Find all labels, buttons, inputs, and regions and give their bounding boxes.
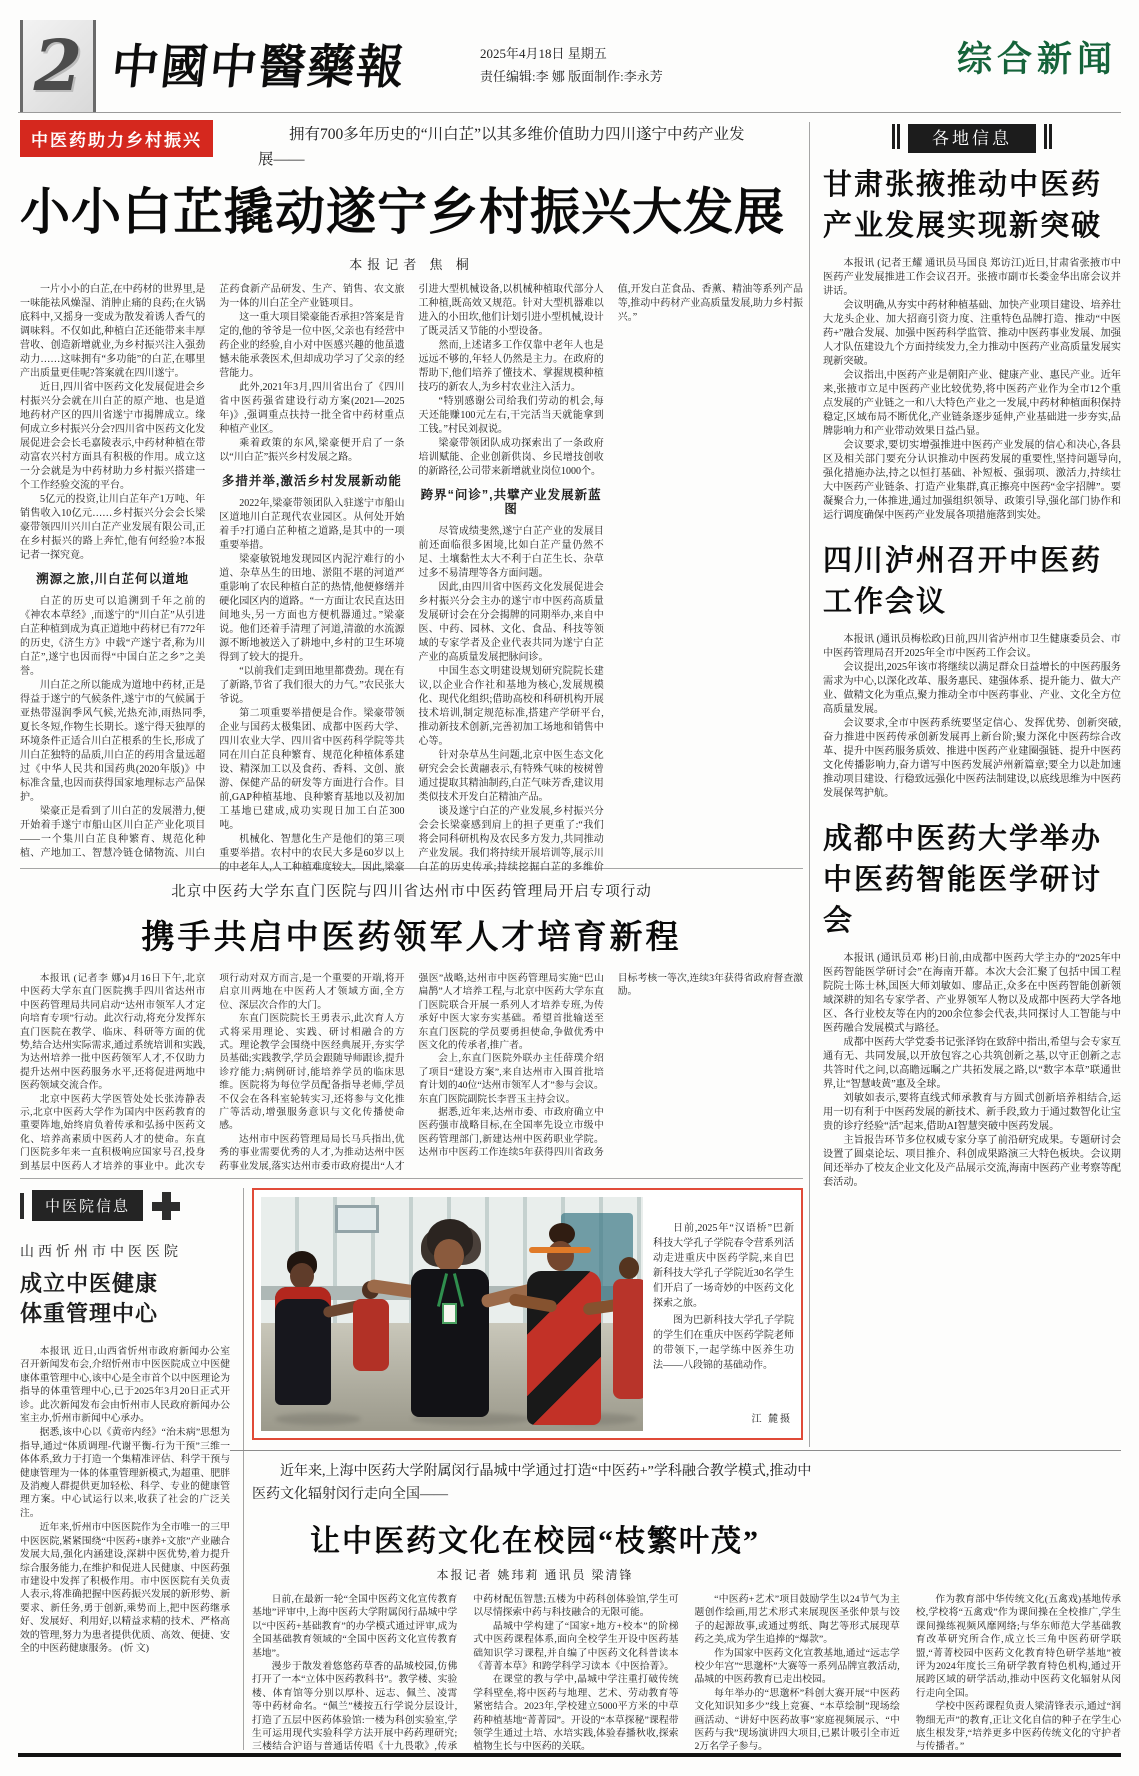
body-paragraph: 图为巴新科技大学孔子学院的学生们在重庆中医药学院老师的带领下,一起学练中医养生功法——八段锦的基础动作。 [653, 1315, 794, 1371]
body-paragraph: 会议要求,全市中医药系统要坚定信心、发挥优势、创新突破,奋力推进中医药传承创新发展再上新台阶;聚力深化中医药综合改革、提升中医药服务质效、推进中医药产业建圈强链、提升中医药文化传播影响力,奋力谱写中医药发展泸州新篇章;要全力以赴加速推动项目建设、行稳致远强化中医药法制建设,以底线思维为中医药发展保驾护航。 [823, 718, 1121, 799]
body-paragraph: 本报讯 (记者李 娜)4月16日下午,北京中医药大学东直门医院携手四川省达州市中医药管理局共同启动“达州市领军人才定向培育专项”行动。此次行动,将充分发挥东直门医院在教学、临床、科研等方面的优势,结合达州实际需求,通过系统培训和实践,为达州培养一批中医药领军人才,不仅助力提升达州中医药服务水平,还将促进两地中医药领域交流合作。 [20, 973, 206, 1092]
body-paragraph: 据悉,近年来,达州市委、市政府确立中医药强市战略目标,在全国率先设立市级中医药管理部门,新建达州中医药职业学院。达州市中医药工作连续5年获得四川省政务目标考核一等次,连续3年获得省政府督查激励。 [418, 973, 803, 1159]
body-paragraph: 近日,四川省中医药文化发展促进会乡村振兴分会就在川白芷的原产地、也是道地药材产区的四川省遂宁市揭牌成立。缘何成立乡村振兴分会?四川省中医药文化发展促进会会长毛嘉陵表示,中药材种植在带动富农兴村方面具有积极的作用。成立这一分会就是为中药材助力乡村振兴搭建一个工作经验交流的平台。 [20, 381, 206, 491]
hospital-info-box [20, 1190, 230, 1656]
body-paragraph: 白芷的历史可以追溯到千年之前的《神农本草经》,而遂宁的“川白芷”从引进白芷种植到成为真正道地中药材已有772年的历史,《济生方》中载“产遂宁者,称为川白芷”,遂宁也因而得“中国白芷之乡”之美誉。 [20, 595, 206, 677]
article-body [20, 283, 803, 877]
basketball-hoop [335, 1205, 379, 1233]
article-headline: 让中医药文化在校园“枝繁叶茂” [310, 1525, 760, 1558]
headline-line-1: 成立中医健康 [20, 1271, 159, 1296]
body-paragraph: 会议明确,从夯实中药材种植基础、加快产业项目建设、培养壮大龙头企业、加大招商引资力度、注重特色品牌打造、推动“中医药+”融合发展、加强中医药科学监管、推动中医药事业发展、加强人才队伍建设九个方面持续发力,全力推动中医药产业高质量发展实现新突破。 [823, 300, 1121, 367]
article-byline: 本报记者 姚玮莉 通讯员 梁清锋 [436, 1568, 634, 1582]
body-paragraph: 刘敏如表示,要将直线式师承教育与方圆式创新培养相结合,运用一切有利于中医药发展的新技术、新手段,致力于通过数智化让宝贵的诊疗经验“活”起来,借助AI智慧突破中医药发展。 [823, 1093, 1121, 1132]
body-paragraph: 中国生态文明建设规划研究院院长建议,以企业合作社和基地为核心,发展规模化、现代化组织;借助高校和科研机构开展技术培训,制定规范标准,搭建产学研平台,推动新技术创新,完善初加工场地和销售中心等。 [418, 665, 604, 747]
body-paragraph: 针对杂草丛生问题,北京中医生态文化研究会会长黄翮表示,有特殊气味的桉树曾通过提取其精油制药,白芷气味芳香,建议用类似技术开发白芷精油产品。 [418, 749, 604, 803]
body-paragraph: 本报讯 (通讯员梅松政)日前,四川省泸州市卫生健康委员会、市中医药管理局召开2025年全市中医药工作会议。 [823, 634, 1121, 659]
article-kicker: 山西忻州市中医医院 [20, 1245, 182, 1260]
news-photo [261, 1197, 643, 1431]
body-paragraph: 会议提出,2025年该市将继续以满足群众日益增长的中医药服务需求为中心,以深化改革、服务惠民、建强体系、提升能力、做大产业、做精文化为重点,聚力推动全市中医药事业、产业、文化全方位高质量发展。 [823, 662, 1121, 715]
photo-credit: 江 麓摄 [751, 1414, 792, 1425]
body-paragraph: 本报讯 (记者王耀 通讯员马国良 郑访江)近日,甘肃省张掖市中医药产业发展推进工作会议召开。张掖市副市长娄金华出席会议并讲话。 [823, 258, 1121, 297]
body-paragraph: 北京中医药大学医管处处长张涛静表示,北京中医药大学作为国内中医药教育的重要阵地,始终肩负着传承和弘扬中医药文化、培养高素质中医药人才的使命。东直门医院多年来一直积极响应国家号召,投身到基层中医药人才培养的事业中。此次专项行动对双方而言,是一个重要的开端,将开启京川两地在中医药人才领域方面,全方位、深层次合作的大门。 [20, 973, 405, 1172]
article-body [20, 972, 803, 1178]
body-paragraph: 本报讯 近日,山西省忻州市政府新闻办公室召开新闻发布会,介绍忻州市中医医院成立中医健康体重管理中心,该中心是全市首个以中医理论为指导的体重管理中心,已于2025年3月20日正式开诊。此次新闻发布会由忻州市人民政府新闻办公室主办,忻州市新闻中心承办。 [20, 1346, 230, 1425]
body-paragraph: 这一重大项目梁豪能否承担?答案是肯定的,他的爷爷是一位中医,父亲也有经营中药企业的经验,自小对中医感兴趣的他虽遗憾未能承袭医术,但却成功学习了父亲的经营能力。 [219, 311, 405, 379]
body-paragraph: 然而,上述诸多工作仅靠中老年人也是远远不够的,年轻人仍然是主力。在政府的帮助下,他们培养了懂技术、掌握规模种植技巧的新农人,为乡村农业注入活力。 [418, 339, 604, 393]
article-kicker: 拥有700多年历史的“川白芷”以其多维价值助力四川遂宁中药产业发展—— [258, 126, 745, 168]
body-paragraph: 日前,2025年“汉语桥”巴新科技大学孔子学院春令营系列活动走进重庆中医药学院,来自巴新科技大学孔子学院近30名学生们开启了一场奇妙的中医药文化探索之旅。 [653, 1223, 794, 1309]
sidebar-badge-label: 各地信息 [908, 124, 1036, 153]
body-paragraph: 主旨报告环节多位权威专家分享了前沿研究成果。专题研讨会设置了圆桌论坛、项目推介、科创成果路演三大特色板块。会议期间还举办了校友企业文化及产品展示交流,海南中医药产业考察等配套活动。 [823, 1135, 1121, 1188]
article-body [20, 1345, 230, 1655]
page-number: 2 [33, 24, 83, 107]
sidebar-article-luzhou [823, 541, 1121, 801]
article-byline: 本报记者 焦 桐 [349, 256, 474, 272]
article-headline: 携手共启中医药领军人才培育新程 [141, 920, 682, 956]
page-number-box [20, 20, 96, 112]
sidebar-local-news [823, 124, 1121, 1446]
sidebar-article-chengdu [823, 819, 1121, 1190]
body-paragraph: 漫步于散发着悠悠药草香的晶城校园,仿佛打开了一本“立体中医药教科书”。教学楼、实验楼、体育馆等分别以厚朴、远志、佩兰、凌霄等中药材命名。“佩兰”楼按五行学说分层设计,打造了五层中医药体验馆:一楼为科创实验室,学生可运用现代实验科学方法开展中药药理研究;三楼结合沪语与普通话传唱《十九畏歌》,传承中药材配伍智慧;五楼为中药科创体验馆,学生可以尽情探索中药与科技融合的无限可能。 [252, 1594, 679, 1753]
body-paragraph: 梁豪正是看到了川白芷的发展潜力,便开始着手遂宁市船山区川白芷产业化项目——一个集川白芷良种繁育、规范化种植、产地加工、智慧冷链仓储物流、川白芷药食新产品研发、生产、销售、农文旅为一体的川白芷全产业链项目。 [20, 283, 405, 859]
horizontal-divider [230, 1450, 1121, 1451]
body-paragraph: 东直门医院院长王勇表示,此次育人方式将采用理论、实践、研讨相融合的方式。理论教学会围绕中医经典展开,夯实学员基础;实践教学,学员会跟随导师跟诊,提升诊疗能力;病例研讨,能培养学员的临床思维。医院将为每位学员配备指导老师,学员不仅会在各科室轮转实习,还将参与文化推广等活动,增强服务意识与文化传播使命感。 [219, 1013, 405, 1132]
section-title: 综合新闻 [956, 39, 1117, 80]
body-paragraph: 因此,由四川省中医药文化发展促进会乡村振兴分会主办的遂宁市中医药高质量发展研讨会在分会揭牌的同期举办,来自中医、中药、园林、文化、食品、科技等领域的专家学者及企业代表共同为遂宁白芷产业的高质量发展把脉问诊。 [418, 581, 604, 663]
body-paragraph: 机械化、智慧化生产是他们的第三项重要举措。农村中的农民大多是60岁以上的中老年人,人工种植难度较大。因此,梁豪引进大型机械设备,以机械种植取代部分人工种植,既高效又规范。针对大型机器难以进入的小田坎,他们计划引进小型机械,设计了既灵活又节能的小型设备。 [219, 283, 604, 873]
body-paragraph: 2022年,梁豪带领团队入驻遂宁市船山区道地川白芷现代农业园区。从何处开始着手?打通白芷种植之道路,是其中的一项重要举措。 [219, 497, 405, 551]
body-paragraph: 会议指出,中医药产业是朝阳产业、健康产业、惠民产业。近年来,张掖市立足中医药产业比较优势,将中医药产业作为全市12个重点发展的产业链之一和八大特色产业之一发展,中药材种植面积保持稳定,区域布局不断优化,产业链条逐步延伸,产业基础进一步夯实,品牌影响力和产业带动效果日益凸显。 [823, 370, 1121, 437]
article-body [252, 1593, 1121, 1765]
horizontal-divider [20, 1178, 803, 1179]
sidebar-badge [892, 124, 1052, 149]
article-headline: 四川泸州召开中医药工作会议 [823, 545, 1103, 618]
body-paragraph: 学校中医药课程负责人梁清锋表示,通过“润物细无声”的教育,正让文化自信的种子在学生心底生根发芽,“培养更多中医药传统文化的守护者与传播者。” [915, 1701, 1121, 1753]
article-body [823, 257, 1121, 523]
article-baizhi [20, 120, 803, 877]
body-paragraph: 尽管成绩斐然,遂宁白芷产业的发展目前还面临很多困境,比如白芷产量仍然不足、土壤黏性太大不利于白芷生长、杂草过多不易清理等各方面问题。 [418, 525, 604, 579]
medical-cross-icon [151, 1191, 181, 1221]
photo-box [252, 1188, 803, 1440]
body-paragraph: 本报讯 (通讯员邓 彬)日前,由成都中医药大学主办的“2025年中医药智能医学研讨会”在海南开幕。本次大会汇聚了包括中国工程院院士陈士林,国医大师刘敏如、廖品正,众多在中医药智能创新领域深耕的知名专家学者、产业界领军人物以及成都中医药大学各地区、各行业校友等在内的200余位参会代表,共同探讨人工智能与中医药融合发展模式与路径。 [823, 953, 1121, 1034]
header-meta [480, 42, 663, 88]
editors-line: 责任编辑:李 娜 版面制作:李永芳 [480, 69, 663, 84]
body-paragraph: 日前,在最新一轮“全国中医药文化宣传教育基地”评审中,上海中医药大学附属闵行晶城中学以“中医药+基础教育”的办学模式通过评审,成为全国基础教育领域的“全国中医药文化宣传教育基地”。 [252, 1594, 458, 1659]
body-paragraph: 第二项重要举措便是合作。梁豪带领企业与国药太极集团、成都中医药大学、四川农业大学、四川省中医药科学院等共同在川白芷良种繁育、规范化种植体系建设、精深加工以及食药、香料、文创、旅游、保健产品的研发等方面进行合作。目前,GAP种植基地、良种繁育基地以及初加工基地已建成,成功实现日加工白芷300吨。 [219, 707, 405, 831]
body-paragraph: 乘着政策的东风,梁豪便开启了一条以“川白芷”振兴乡村发展之路。 [219, 437, 405, 463]
body-paragraph: 据悉,该中心以《黄帝内经》“治未病”思想为指导,通过“体质调理-代谢平衡-行为干预”三维一体体系,致力于打造一个集精准评估、科学干预与健康管理为一体的体重管理新模式,为超重、肥胖及消瘦人群提供更加轻松、科学、专业的健康管理方案。中心试运行以来,收获了社会的广泛关注。 [20, 1427, 230, 1519]
body-paragraph: “特别感谢公司给我们劳动的机会,每天还能赚100元左右,干完活当天就能拿到工钱。”村民刘叔说。 [418, 395, 604, 435]
body-paragraph: “中医药+艺术”项目鼓励学生以24节气为主题创作绘画,用艺术形式来展现医圣张仲景与饺子的起源故事,或通过剪纸、陶艺等形式展现草药之美,成为学生追捧的“爆款”。 [694, 1594, 900, 1646]
body-paragraph: 作为教育部中华传统文化(五禽戏)基地传承校,学校将“五禽戏”作为课间操在全校推广,学生课间操练视频风靡网络;与华东师范大学基础教育改革研究所合作,成立长三角中医药研学联盟,“菁菁校园中医药文化教育特色研学基地”被评为2024年度长三角研学教育特色机构,通过开展跨区域的研学活动,推动中医药文化辐射从闵行走向全国。 [915, 1594, 1121, 1699]
body-paragraph: 梁豪带领团队成功探索出了一条政府培训赋能、企业创新供岗、乡民增技创收的新路径,公司带来新增就业岗位1000个。 [418, 437, 604, 477]
article-headline: 成都中医药大学举办中医药智能医学研讨会 [823, 823, 1103, 937]
article-headline: 小小白芷撬动遂宁乡村振兴大发展 [20, 183, 785, 241]
vertical-divider [809, 122, 810, 1447]
issue-date: 2025年4月18日 星期五 [480, 46, 607, 61]
article-campus-culture [252, 1460, 1121, 1765]
hospital-badge-label: 中医院信息 [32, 1190, 143, 1221]
body-paragraph: 作为国家中医药文化宣教基地,通过“远志学校少年宫”“思邈杯”大赛等一系列品牌宣教活动,晶城的中医药教育已走出校园。 [694, 1647, 900, 1686]
photo-caption [653, 1197, 794, 1431]
figure-shadow [275, 1413, 361, 1425]
sidebar-article-zhangye [823, 165, 1121, 523]
caption-text [653, 1221, 794, 1373]
body-paragraph: 在课堂的教与学中,晶城中学注重打破传统学科壁垒,将中医药与地理、艺术、劳动教育等紧密结合。2023年,学校建立5000平方米的中草药种植基地“菁菁园”。开设的“本草探秘”课程带领学生通过土培、水培实践,体验春播秋收,探索植物生长与中医药的关联。 [473, 1674, 679, 1753]
badge-bar [20, 1193, 24, 1219]
body-paragraph: 川白芷之所以能成为道地中药材,正是得益于遂宁的气候条件,遂宁市的气候属于亚热带湿润季风气候,光热充沛,雨热同季,夏长冬短,作物生长期长。遂宁得天独厚的环境条件正适合川白芷根系的生长,形成了川白芷独特的品质,川白芷的药用含量远超过《中华人民共和国药典(2020年版)》中标准含量,也因而获得国家地理标志产品保护。 [20, 679, 206, 803]
article-headline [20, 1269, 230, 1329]
body-paragraph: 近年来,忻州市中医医院作为全市唯一的三甲中医医院,紧紧围绕“中医药+康养+文旅”产业融合发展大局,强化内涵建设,深耕中医优势,着力提升综合服务能力,在维护和促进人民健康、中医药强市建设中发挥了积极作用。市中医医院有关负责人表示,将准确把握中医药振兴发展的新形势、新要求、新任务,勇于创新,乘势而上,把中医药继承好、发展好、利用好,以精益求精的技术、严格高效的管理,努力为患者提供优质、高效、便捷、安全的中医药健康服务。 (忻 文) [20, 1522, 230, 1654]
topic-badge: 中医药助力乡村振兴 [20, 120, 213, 157]
body-paragraph: 成都中医药大学党委书记张泽钧在致辞中指出,希望与会专家互通有无、共同发展,以开放包容之心共筑创新之基,以守正创新之志共答时代之问,以高瞻远瞩之广共拓发展之路,以“数字本草”联通世界,让“智慧岐黄”惠及全球。 [823, 1037, 1121, 1090]
body-paragraph: 会上,东直门医院外联办主任薛璞介绍了项目“建设方案”,来自达州市入围首批培育计划的40位“达州市领军人才”参与会议。东直门医院副院长李晋玉主持会议。 [418, 1053, 604, 1105]
article-talent-training [20, 880, 803, 1178]
column-subhead: 多措并举,激活乡村发展新动能 [221, 473, 402, 488]
body-paragraph: “以前我们走到田地里都费劲。现在有了新路,节省了我们很大的力气。”农民张大爷说。 [219, 665, 405, 705]
article-kicker: 近年来,上海中医药大学附属闵行晶城中学通过打造“中医药+”学科融合教学模式,推动中医药文化辐射闵行走向全国—— [252, 1464, 812, 1502]
body-paragraph: 达州市中医药管理局局长马兵指出,优秀的事业需要优秀的人才,为推动达州中医药事业发展,落实达州市委市政府提出“人才强医”战略,达州市中医药管理局实施“巴山扁鹊”人才培养工程,与北京中医药大学东直门医院联合开展一系列人才培养专班,为传承好中医大家夯实基础。希望首批输送至东直门医院的学员要勇担使命,争做优秀中医文化的传承者,推广者。 [219, 973, 604, 1172]
headline-line-2: 体重管理中心 [20, 1301, 159, 1326]
header-rule [18, 112, 1121, 113]
body-paragraph: 梁豪敏锐地发现园区内泥泞难行的小道、杂草丛生的田地、淤阻不堪的河道严重影响了农民种植白芷的热情,他便修缮并硬化园区内的道路。“一方面让农民直达田间地头,另一方面也方便机器通过。”梁豪说。他们还着手清理了河道,清澈的水流源源不断地被送入了耕地中,乡村的卫生环境得到了较大的提升。 [219, 553, 405, 663]
article-body [823, 633, 1121, 801]
body-paragraph: 一片小小的白芷,在中药材的世界里,是一味能祛风燥湿、消肿止痛的良药;在火锅底料中,又摇身一变成为散发着诱人香气的调味料。不仅如此,种植白芷还能带来丰厚营收、创造新增就业,为乡村振兴注入强劲动力……这味拥有“多功能”的白芷,在哪里产出质量更佳呢?答案就在四川遂宁。 [20, 283, 206, 379]
body-paragraph: 每年举办的“思邈杯”科创大赛开展“中医药文化知识知多少”线上竞赛、“本草绘制”现场绘画活动、“讲好中医药故事”家庭视频展示、“中医药与我”现场演讲四大项目,已累计吸引全市近2万名学子参与。 [694, 1687, 900, 1753]
column-subhead: 跨界“问诊”,共擘产业发展新蓝图 [420, 487, 602, 516]
article-headline: 甘肃张掖推动中医药产业发展实现新突破 [823, 169, 1103, 242]
article-body [823, 952, 1121, 1190]
body-paragraph: 晶城中学构建了“国家+地方+校本”的阶梯式中医药课程体系,面向全校学生开设中医药基础知识学习课程,并自编了中医药文化科普读本《菁菁本草》和跨学科学习读本《中医拾菁》。 [473, 1620, 679, 1673]
body-paragraph: 此外,2021年3月,四川省出台了《四川省中医药强省建设行动方案(2021—2025年)》,强调重点扶持一批全省中药材重点种植产业区。 [219, 381, 405, 435]
body-paragraph: 谈及遂宁白芷的产业发展,乡村振兴分会会长梁豪感到肩上的担子更重了:“我们将会同科研机构及农民多方发力,共同推动产业发展。我们将持续开展培训等,展示川白芷的历史传承;持续挖掘白芷的多维价值,开发白芷食品、香薰、精油等系列产品等,推动中药材产业高质量发展,助力乡村振兴。” [418, 283, 803, 873]
body-paragraph: 会议要求,要切实增强推进中医药产业发展的信心和决心,各县区及相关部门要充分认识推动中医药发展的重要性,坚持问题导向,强化措施办法,持之以恒打基础、补短板、强弱项、激活力,持续壮大中医药产业链条、打造产业集群,真正擦亮中医药“金字招牌”。要凝聚合力,一体推进,通过加强组织领导、政策引导,强化部门协作和运行调度确保中医药产业发展各项措施落到实处。 [823, 440, 1121, 521]
masthead-title: 中國中醫藥報 [108, 40, 409, 95]
body-paragraph: 5亿元的投资,让川白芷年产1万吨、年销售收入10亿元……乡村振兴分会会长梁豪带领四川兴川白芷产业发展有限公司,正在乡村振兴的路上奔忙,他有何经验?本报记者一探究竟。 [20, 493, 206, 561]
vertical-divider [243, 1188, 244, 1750]
article-kicker: 北京中医药大学东直门医院与四川省达州市中医药管理局开启专项行动 [171, 884, 652, 900]
column-subhead: 溯源之旅,川白芷何以道地 [36, 571, 190, 586]
